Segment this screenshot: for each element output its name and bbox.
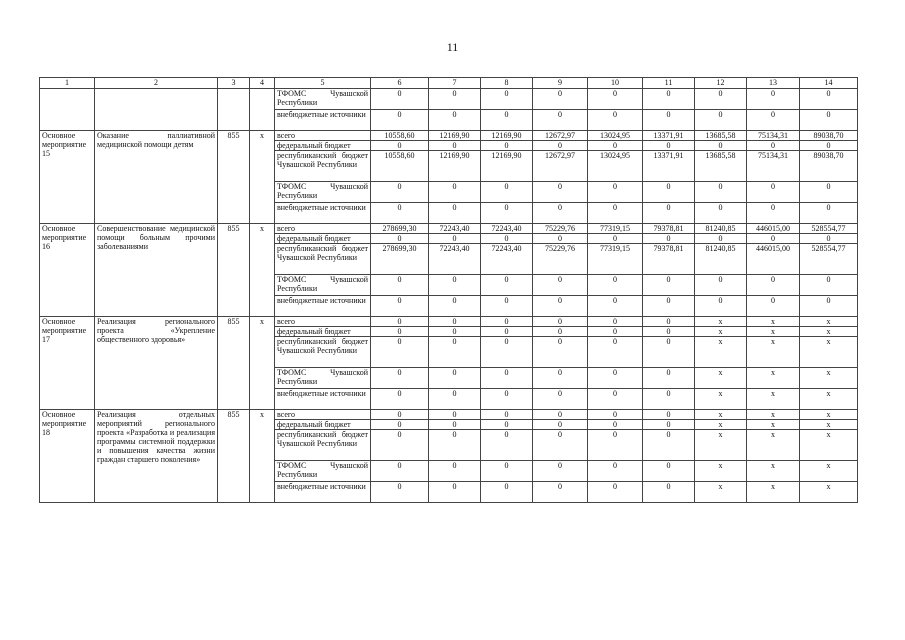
column-number: 3 (218, 78, 250, 89)
value-cell: 81240,85 (695, 244, 747, 275)
value-cell: 0 (533, 461, 588, 482)
value-cell: 0 (429, 482, 481, 503)
value-cell: 0 (588, 337, 643, 368)
value-cell: x (800, 430, 858, 461)
value-cell: 0 (429, 461, 481, 482)
funding-source: внебюджетные источники (275, 110, 371, 131)
value-cell: 0 (695, 203, 747, 224)
value-cell: 0 (481, 234, 533, 244)
value-cell: 0 (429, 410, 481, 420)
value-cell: 79378,81 (643, 224, 695, 234)
value-cell: 10558,60 (371, 151, 429, 182)
measure-title: Реализация регионального проекта «Укрепление общественного здоровья» (95, 317, 218, 410)
value-cell: 13371,91 (643, 131, 695, 141)
value-cell: x (695, 482, 747, 503)
value-cell: 0 (588, 317, 643, 327)
value-cell: 13371,91 (643, 151, 695, 182)
value-cell: 0 (533, 275, 588, 296)
value-cell: 72243,40 (481, 224, 533, 234)
value-cell: x (747, 420, 800, 430)
value-cell: 0 (588, 368, 643, 389)
value-cell: 0 (371, 203, 429, 224)
value-cell: 0 (643, 203, 695, 224)
value-cell: 0 (800, 275, 858, 296)
value-cell: x (747, 482, 800, 503)
value-cell: 77319,15 (588, 244, 643, 275)
value-cell: 0 (371, 234, 429, 244)
value-cell: 0 (643, 327, 695, 337)
value-cell: 0 (371, 110, 429, 131)
value-cell: 12169,90 (429, 131, 481, 141)
value-cell: 278699,30 (371, 244, 429, 275)
value-cell: 0 (643, 296, 695, 317)
value-cell: 0 (588, 296, 643, 317)
value-cell: 0 (481, 389, 533, 410)
funding-source: ТФОМС Чувашской Республики (275, 461, 371, 482)
value-cell: x (695, 420, 747, 430)
value-cell: 0 (643, 275, 695, 296)
measure-mark: x (250, 317, 275, 410)
measure-code: 855 (218, 131, 250, 224)
value-cell: x (747, 389, 800, 410)
value-cell: x (800, 337, 858, 368)
value-cell: 75229,76 (533, 224, 588, 234)
value-cell: 0 (371, 275, 429, 296)
value-cell: 0 (695, 234, 747, 244)
value-cell: 0 (695, 89, 747, 110)
value-cell: 0 (533, 420, 588, 430)
value-cell: x (747, 327, 800, 337)
value-cell: 0 (371, 337, 429, 368)
value-cell: 12169,90 (481, 131, 533, 141)
value-cell: 12672,97 (533, 131, 588, 141)
value-cell: 0 (588, 410, 643, 420)
value-cell: 0 (371, 461, 429, 482)
value-cell: 0 (533, 110, 588, 131)
value-cell: 0 (481, 203, 533, 224)
value-cell: x (695, 317, 747, 327)
value-cell: 0 (481, 368, 533, 389)
value-cell: x (695, 389, 747, 410)
value-cell: x (800, 327, 858, 337)
value-cell: 13024,95 (588, 151, 643, 182)
value-cell: 0 (481, 327, 533, 337)
value-cell: 0 (371, 317, 429, 327)
value-cell: 0 (588, 327, 643, 337)
column-number: 10 (588, 78, 643, 89)
value-cell: x (695, 368, 747, 389)
value-cell: 0 (533, 482, 588, 503)
value-cell: 0 (481, 337, 533, 368)
value-cell: 0 (695, 182, 747, 203)
page-number: 11 (446, 40, 459, 54)
column-number: 2 (95, 78, 218, 89)
column-number: 12 (695, 78, 747, 89)
value-cell: 0 (481, 410, 533, 420)
funding-source: федеральный бюджет (275, 327, 371, 337)
value-cell: 0 (588, 389, 643, 410)
value-cell: 0 (800, 110, 858, 131)
value-cell: 0 (371, 368, 429, 389)
value-cell: 0 (371, 420, 429, 430)
value-cell: 0 (371, 327, 429, 337)
value-cell: 0 (429, 389, 481, 410)
value-cell: 0 (429, 182, 481, 203)
value-cell: 0 (429, 420, 481, 430)
continuation-title-cell (95, 89, 218, 131)
funding-source: внебюджетные источники (275, 389, 371, 410)
value-cell: 0 (371, 410, 429, 420)
value-cell: 0 (429, 89, 481, 110)
value-cell: 0 (695, 275, 747, 296)
header-row (40, 78, 858, 89)
measure-code: 855 (218, 410, 250, 503)
funding-source: всего (275, 317, 371, 327)
value-cell: 77319,15 (588, 224, 643, 234)
value-cell: x (695, 327, 747, 337)
measure-code: 855 (218, 224, 250, 317)
value-cell: 0 (429, 110, 481, 131)
value-cell: 0 (800, 234, 858, 244)
value-cell: 0 (588, 275, 643, 296)
value-cell: 0 (800, 89, 858, 110)
column-number: 14 (800, 78, 858, 89)
value-cell: 89038,70 (800, 131, 858, 141)
value-cell: 12169,90 (429, 151, 481, 182)
value-cell: 81240,85 (695, 224, 747, 234)
measure-title: Оказание паллиативной медицинской помощи детям (95, 131, 218, 224)
column-number: 6 (371, 78, 429, 89)
column-number: 11 (643, 78, 695, 89)
value-cell: 79378,81 (643, 244, 695, 275)
value-cell: x (695, 410, 747, 420)
value-cell: 0 (747, 296, 800, 317)
value-cell: 0 (800, 182, 858, 203)
funding-source: внебюджетные источники (275, 482, 371, 503)
value-cell: 0 (429, 317, 481, 327)
value-cell: x (747, 430, 800, 461)
funding-source: ТФОМС Чувашской Республики (275, 368, 371, 389)
value-cell: 0 (533, 368, 588, 389)
value-cell: 0 (429, 368, 481, 389)
value-cell: x (747, 410, 800, 420)
value-cell: 528554,77 (800, 244, 858, 275)
value-cell: 0 (481, 420, 533, 430)
value-cell: 0 (533, 337, 588, 368)
value-cell: 0 (481, 141, 533, 151)
funding-source: ТФОМС Чувашской Республики (275, 275, 371, 296)
value-cell: 72243,40 (481, 244, 533, 275)
value-cell: 10558,60 (371, 131, 429, 141)
value-cell: 0 (695, 141, 747, 151)
measure-mark: x (250, 410, 275, 503)
value-cell: 446015,00 (747, 224, 800, 234)
value-cell: 0 (588, 110, 643, 131)
measure-name: Основное мероприятие 17 (40, 317, 95, 410)
funding-source: всего (275, 224, 371, 234)
funding-source: внебюджетные источники (275, 296, 371, 317)
value-cell: 0 (747, 141, 800, 151)
value-cell: 0 (588, 420, 643, 430)
value-cell: 0 (371, 182, 429, 203)
value-cell: 0 (588, 89, 643, 110)
value-cell: 0 (371, 482, 429, 503)
table-row (40, 410, 858, 420)
funding-source: республиканский бюджет Чувашской Республики (275, 430, 371, 461)
value-cell: 0 (429, 430, 481, 461)
value-cell: 0 (429, 327, 481, 337)
value-cell: 0 (429, 337, 481, 368)
value-cell: 0 (643, 461, 695, 482)
value-cell: 0 (588, 203, 643, 224)
funding-source: республиканский бюджет Чувашской Республики (275, 151, 371, 182)
column-number: 5 (275, 78, 371, 89)
value-cell: x (695, 337, 747, 368)
value-cell: 75134,31 (747, 151, 800, 182)
value-cell: x (695, 430, 747, 461)
value-cell: 0 (533, 182, 588, 203)
value-cell: 0 (643, 389, 695, 410)
value-cell: 0 (643, 317, 695, 327)
value-cell: 0 (800, 141, 858, 151)
value-cell: 0 (429, 296, 481, 317)
value-cell: 0 (643, 234, 695, 244)
value-cell: 0 (481, 296, 533, 317)
value-cell: x (747, 461, 800, 482)
value-cell: x (800, 317, 858, 327)
continuation-name-cell (40, 89, 95, 131)
value-cell: 0 (533, 430, 588, 461)
value-cell: 0 (695, 110, 747, 131)
value-cell: 528554,77 (800, 224, 858, 234)
column-number: 9 (533, 78, 588, 89)
value-cell: x (747, 317, 800, 327)
funding-source: ТФОМС Чувашской Республики (275, 89, 371, 110)
funding-source: республиканский бюджет Чувашской Республики (275, 337, 371, 368)
funding-source: федеральный бюджет (275, 420, 371, 430)
value-cell: 0 (695, 296, 747, 317)
value-cell: 89038,70 (800, 151, 858, 182)
value-cell: 0 (533, 89, 588, 110)
value-cell: 0 (533, 141, 588, 151)
value-cell: 72243,40 (429, 224, 481, 234)
measure-code: 855 (218, 317, 250, 410)
value-cell: 0 (533, 327, 588, 337)
value-cell: 0 (643, 420, 695, 430)
value-cell: x (747, 368, 800, 389)
column-number: 4 (250, 78, 275, 89)
value-cell: 0 (481, 275, 533, 296)
value-cell: x (800, 410, 858, 420)
value-cell: 0 (533, 410, 588, 420)
value-cell: 0 (481, 430, 533, 461)
measure-mark: x (250, 224, 275, 317)
value-cell: x (800, 420, 858, 430)
value-cell: 0 (643, 110, 695, 131)
value-cell: 0 (371, 430, 429, 461)
value-cell: 0 (747, 89, 800, 110)
table-row (40, 224, 858, 234)
value-cell: 0 (747, 203, 800, 224)
value-cell: 0 (588, 461, 643, 482)
value-cell: 0 (588, 430, 643, 461)
value-cell: 0 (533, 317, 588, 327)
value-cell: 0 (429, 203, 481, 224)
column-number: 1 (40, 78, 95, 89)
value-cell: 0 (533, 203, 588, 224)
value-cell: 75229,76 (533, 244, 588, 275)
value-cell: 0 (481, 182, 533, 203)
value-cell: 0 (371, 389, 429, 410)
value-cell: 0 (429, 275, 481, 296)
value-cell: x (747, 337, 800, 368)
value-cell: 0 (533, 389, 588, 410)
value-cell: 72243,40 (429, 244, 481, 275)
value-cell: 0 (481, 482, 533, 503)
continuation-mark-cell (250, 89, 275, 131)
value-cell: 12672,97 (533, 151, 588, 182)
value-cell: 0 (588, 482, 643, 503)
funding-source: всего (275, 131, 371, 141)
value-cell: 278699,30 (371, 224, 429, 234)
table-row (40, 317, 858, 327)
value-cell: x (800, 368, 858, 389)
funding-source: федеральный бюджет (275, 141, 371, 151)
funding-source: ТФОМС Чувашской Республики (275, 182, 371, 203)
value-cell: 0 (533, 234, 588, 244)
measure-mark: x (250, 131, 275, 224)
value-cell: 0 (588, 141, 643, 151)
value-cell: 13685,58 (695, 131, 747, 141)
funding-source: внебюджетные источники (275, 203, 371, 224)
value-cell: 0 (371, 89, 429, 110)
value-cell: 0 (643, 337, 695, 368)
value-cell: 446015,00 (747, 244, 800, 275)
funding-source: федеральный бюджет (275, 234, 371, 244)
column-number: 7 (429, 78, 481, 89)
value-cell: 0 (481, 89, 533, 110)
value-cell: 13024,95 (588, 131, 643, 141)
column-number: 8 (481, 78, 533, 89)
funding-source: республиканский бюджет Чувашской Республики (275, 244, 371, 275)
value-cell: 0 (533, 296, 588, 317)
value-cell: 0 (371, 296, 429, 317)
value-cell: x (695, 461, 747, 482)
continuation-code-cell (218, 89, 250, 131)
measure-name: Основное мероприятие 16 (40, 224, 95, 317)
measure-name: Основное мероприятие 15 (40, 131, 95, 224)
value-cell: 0 (481, 461, 533, 482)
value-cell: 0 (481, 317, 533, 327)
value-cell: 0 (747, 182, 800, 203)
measure-name: Основное мероприятие 18 (40, 410, 95, 503)
value-cell: 0 (643, 89, 695, 110)
funding-source: всего (275, 410, 371, 420)
value-cell: 0 (643, 182, 695, 203)
budget-table (39, 77, 858, 503)
value-cell: 0 (643, 430, 695, 461)
value-cell: x (800, 482, 858, 503)
value-cell: 13685,58 (695, 151, 747, 182)
value-cell: 0 (747, 110, 800, 131)
table-row (40, 89, 858, 110)
value-cell: 0 (481, 110, 533, 131)
measure-title: Совершенствование медицинской помощи больным прочими заболеваниями (95, 224, 218, 317)
value-cell: 0 (643, 141, 695, 151)
value-cell: 0 (643, 410, 695, 420)
table-row (40, 131, 858, 141)
measure-title: Реализация отдельных мероприятий регионального проекта «Разработка и реализация программы системной поддержки и повышения качества жизни граждан старшего поколения» (95, 410, 218, 503)
value-cell: 0 (800, 203, 858, 224)
value-cell: 0 (643, 482, 695, 503)
value-cell: 0 (588, 234, 643, 244)
value-cell: 0 (429, 234, 481, 244)
value-cell: x (800, 389, 858, 410)
value-cell: 0 (747, 275, 800, 296)
value-cell: 0 (429, 141, 481, 151)
value-cell: x (800, 461, 858, 482)
value-cell: 75134,31 (747, 131, 800, 141)
value-cell: 0 (747, 234, 800, 244)
value-cell: 0 (371, 141, 429, 151)
value-cell: 0 (588, 182, 643, 203)
value-cell: 12169,90 (481, 151, 533, 182)
value-cell: 0 (643, 368, 695, 389)
value-cell: 0 (800, 296, 858, 317)
column-number: 13 (747, 78, 800, 89)
